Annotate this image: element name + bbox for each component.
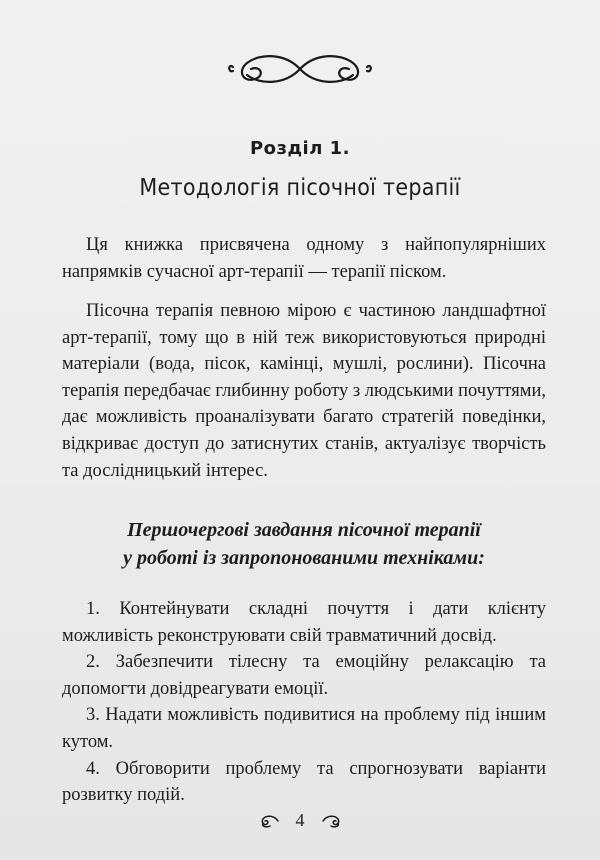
paragraph-text: Ця книжка присвячена одному з найпопулярніших напрямків сучасної арт-терапії — терапії піском. — [62, 235, 546, 282]
paragraph-text: Пісочна терапія певною мірою є частиною ландшафтної арт-терапії, тому що в ній теж використовуються природні матеріали (вода, пісок, камінці, мушлі, рослини). Пісочна терапія передбачає глибинну роботу з людськими почуттями, дає можливість проаналізувати багато стратегій поведінки, відкриває доступ до затиснутих станів, актуалізує творчість та дослідницький інтерес. — [62, 301, 546, 481]
task-list — [62, 596, 546, 809]
subheading-line: у роботі із запропонованими техніками: — [123, 547, 485, 569]
task-item: 4. Обговорити проблему та спрогнозувати варіанти розвитку подій. — [62, 758, 546, 806]
chapter-title: Методологія пісочної терапії — [139, 175, 461, 201]
scroll-ornament-icon — [225, 45, 375, 93]
intro-paragraph — [62, 232, 546, 285]
task-item: 3. Надати можливість подивитися на проблему під іншим кутом. — [62, 705, 546, 752]
page-footer — [0, 810, 600, 831]
chapter-label: Розділ 1. — [249, 138, 351, 159]
page-number: 4 — [295, 810, 305, 830]
subheading-line: Першочергові завдання пісочної терапії — [127, 519, 481, 541]
task-item: 1. Контейнувати складні почуття і дати клієнту можливість реконструювати свій травматичний досвід. — [62, 599, 546, 646]
sand-therapy-paragraph — [62, 298, 546, 484]
swirl-left-icon — [258, 813, 280, 829]
swirl-right-icon — [321, 813, 343, 829]
section-subheading — [62, 516, 546, 572]
task-item: 2. Забезпечити тілесну та емоційну релаксацію та допомогти довідреагувати емоції. — [62, 652, 546, 699]
